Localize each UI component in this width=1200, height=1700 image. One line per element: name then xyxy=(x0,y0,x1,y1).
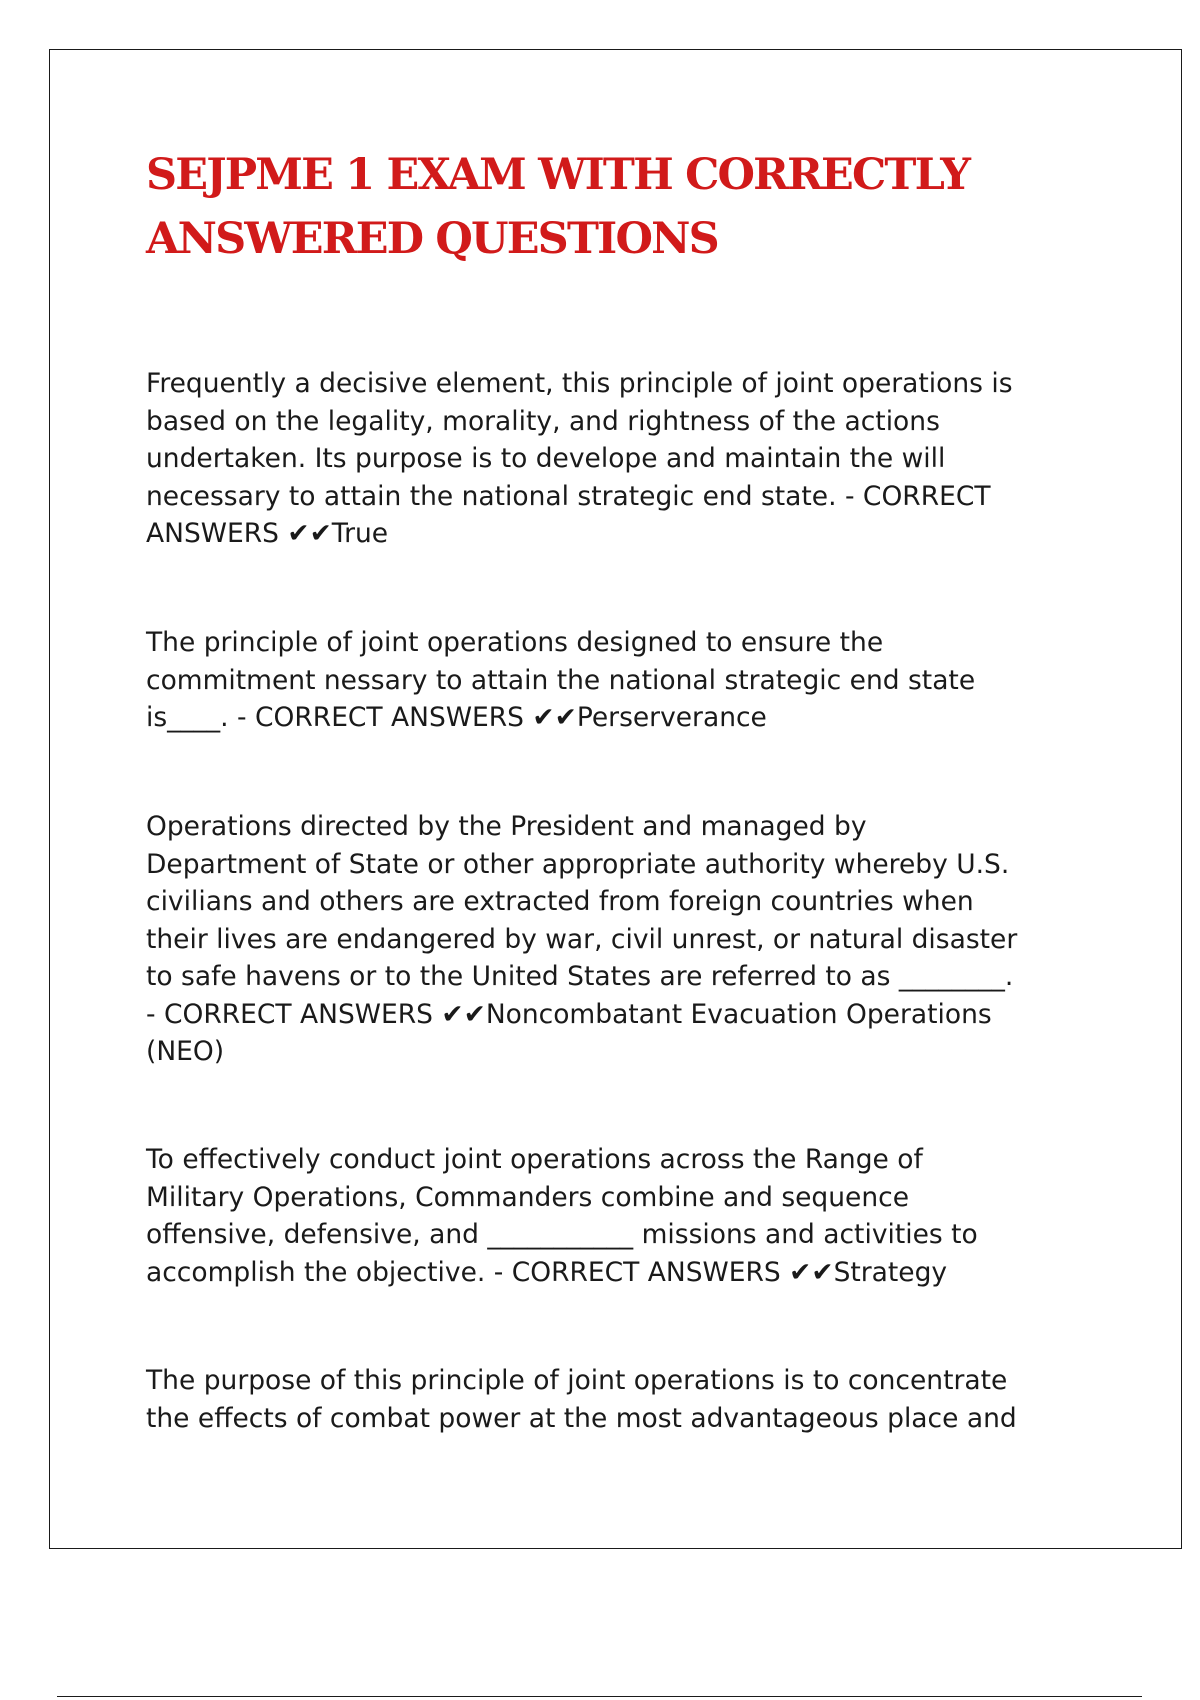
page-frame xyxy=(49,49,1182,1549)
document-title-line-1: SEJPME 1 EXAM WITH CORRECTLY xyxy=(146,150,970,200)
qa-entry-strategy: To effectively conduct joint operations across the Range of Military Operations, Commanders combine and sequence offensive, defensive, and ___________ missions and activities to accomplish the objective. - CORRECT ANSWERS ✔✔Strategy xyxy=(146,1144,978,1288)
bottom-divider xyxy=(57,1696,1142,1697)
document-title xyxy=(146,143,1106,271)
qa-entry-perseverance: The principle of joint operations designed to ensure the commitment nessary to attain the national strategic end state is____. - CORRECT ANSWERS ✔✔Perserverance xyxy=(146,627,976,733)
qa-entry-legitimacy: Frequently a decisive element, this principle of joint operations is based on the legality, morality, and rightness of the actions undertaken. Its purpose is to develope and maintain the will necessary to attain the national strategic end state. - CORRECT ANSWERS ✔✔True xyxy=(146,368,1013,549)
qa-entry-neo: Operations directed by the President and managed by Department of State or other appropriate authority whereby U.S. civilians and others are extracted from foreign countries when their lives are endangered by war, civil unrest, or natural disaster to safe havens or to the United States are referred to as ________. - CORRECT ANSWERS ✔✔Noncombatant Evacuation Operations (NEO) xyxy=(146,811,1018,1067)
document-title-line-2: ANSWERED QUESTIONS xyxy=(146,214,718,264)
qa-entry-mass: The purpose of this principle of joint operations is to concentrate the effects of combat power at the most advantageous place and xyxy=(146,1365,1017,1434)
